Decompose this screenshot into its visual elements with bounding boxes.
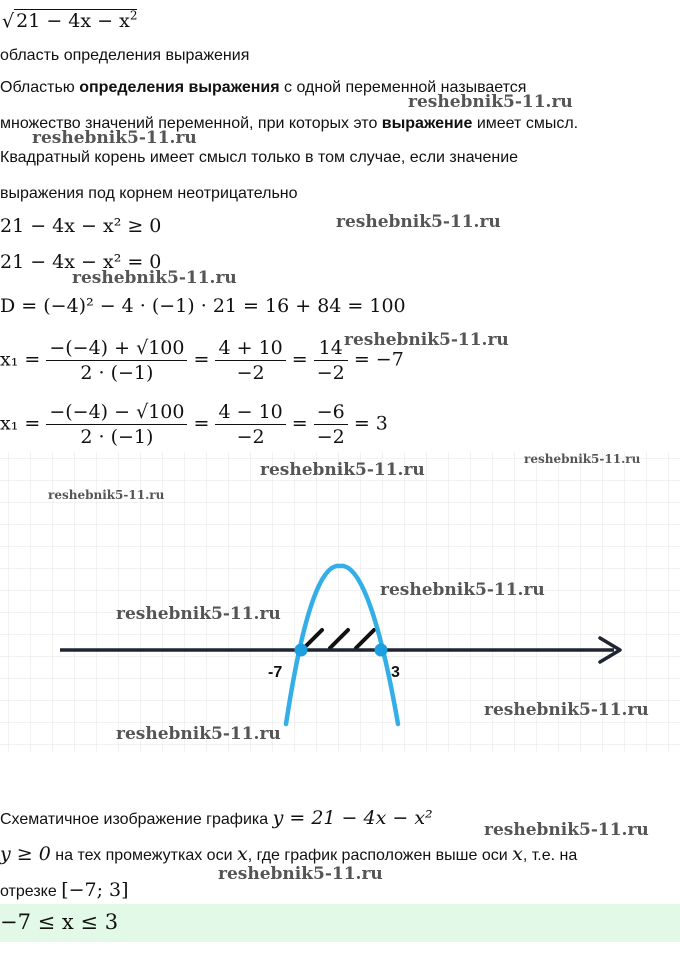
root-2: x₁ = $\frac{-(-4) - √100}{2 \cdot (-1)}$ = $\frac{4 - 10}{-2}$ = $\frac{-6}{-2}$ = 3 — [0, 401, 388, 448]
section-heading: область определения выражения — [0, 47, 250, 64]
watermark: reshebnik5-11.ru — [116, 604, 281, 624]
inequality: 21 − 4x − x² ≥ 0 — [0, 215, 162, 237]
watermark: reshebnik5-11.ru — [218, 864, 383, 884]
watermark: reshebnik5-11.ru — [484, 820, 649, 840]
sqrt-sign: √ — [2, 10, 15, 33]
watermark: reshebnik5-11.ru — [380, 580, 545, 600]
definition-line-1: Областью определения выражения с одной переменной называется — [0, 79, 527, 96]
discriminant: D = (−4)² − 4 · (−1) · 21 = 16 + 84 = 100 — [0, 295, 406, 317]
conclusion-line-3: отрезке [−7; 3] — [0, 879, 129, 901]
conclusion-line-2: y ≥ 0 на тех промежутках оси x, где график расположен выше оси x, т.е. на — [0, 843, 578, 865]
definition-line-2: множество значений переменной, при которых это выражение имеет смысл. — [0, 115, 579, 132]
conclusion-line-1: Схематичное изображение графика y = 21 − 4x − x² — [0, 807, 433, 829]
root-point-right — [375, 644, 388, 657]
watermark: reshebnik5-11.ru — [260, 460, 425, 480]
watermark: reshebnik5-11.ru — [408, 92, 573, 112]
fraction: $\frac{4 - 10}{-2}$ — [215, 400, 285, 449]
fraction: $\frac{4 + 10}{-2}$ — [215, 336, 285, 385]
answer-text: −7 ≤ x ≤ 3 — [0, 910, 119, 934]
watermark: reshebnik5-11.ru — [72, 268, 237, 288]
fraction: $\frac{-(-4) + √100}{2 \cdot (-1)}$ — [46, 336, 187, 385]
root-label-right: 3 — [391, 664, 400, 681]
watermark: reshebnik5-11.ru — [524, 452, 641, 466]
definition-line-4: выражения под корнем неотрицательно — [0, 185, 298, 202]
watermark: reshebnik5-11.ru — [336, 212, 501, 232]
root-point-left — [295, 644, 308, 657]
fraction: $\frac{-(-4) - √100}{2 \cdot (-1)}$ — [46, 400, 187, 449]
header-expression — [2, 4, 137, 33]
equation: 21 − 4x − x² = 0 — [0, 251, 162, 273]
watermark: reshebnik5-11.ru — [484, 700, 649, 720]
root-label-left: -7 — [268, 664, 283, 681]
watermark: reshebnik5-11.ru — [116, 724, 281, 744]
definition-line-3: Квадратный корень имеет смысл только в том случае, если значение — [0, 149, 519, 166]
fraction: $\frac{14}{-2}$ — [314, 336, 348, 385]
watermark: reshebnik5-11.ru — [344, 330, 509, 350]
radicand: $21 - 4x - x^2$ — [16, 9, 138, 33]
fraction: $\frac{-6}{-2}$ — [314, 400, 348, 449]
watermark: reshebnik5-11.ru — [32, 128, 197, 148]
watermark: reshebnik5-11.ru — [48, 488, 165, 502]
answer-box — [0, 904, 680, 942]
root-1: x₁ = $\frac{-(-4) + √100}{2 \cdot (-1)}$ = $\frac{4 + 10}{-2}$ = $\frac{14}{-2}$ = −7 — [0, 337, 404, 384]
